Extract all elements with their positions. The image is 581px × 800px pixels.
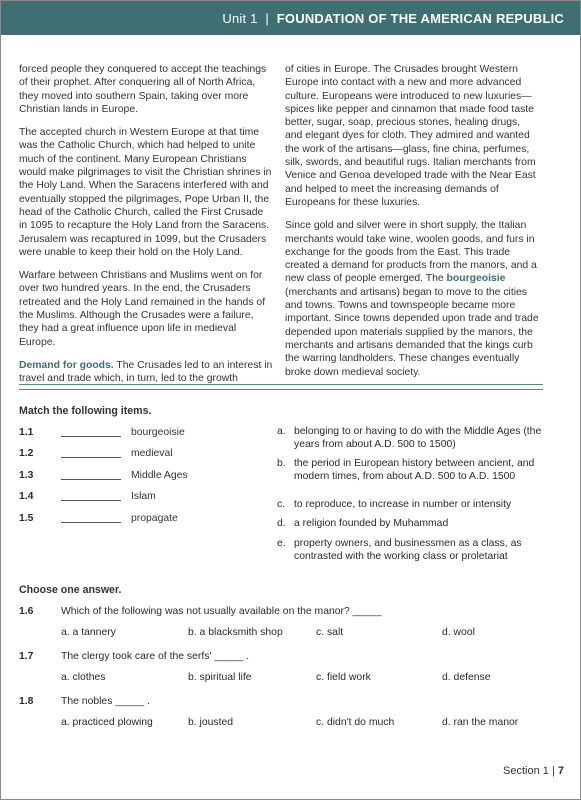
answer-blank[interactable] (61, 491, 121, 501)
match-option (277, 517, 547, 530)
answer-blank[interactable] (61, 448, 121, 458)
match-option (277, 425, 547, 451)
answer-blank[interactable] (61, 470, 121, 480)
section-label: Section 1 (503, 765, 549, 777)
choose-section-title: Choose one answer. (19, 584, 122, 596)
paragraph: of cities in Europe. The Crusades brought Western Europe into contact with a new and more advanced culture. Europeans were introduced to new luxuries—spices like pepper and cinnamon that made food taste better, sugar, soap, precious stones, healing drugs, and elegant dyes for cloth. They admired and wanted the work of the artisans—glass, fine china, perfumes, silk, swords, and beautiful rugs. Italian merchants from Venice and Genoa developed trade with the Near East and helped to meet the increasing demands of Europeans for these luxuries. (285, 64, 536, 208)
section-divider (19, 384, 543, 385)
item-number: 1.1 (19, 427, 34, 438)
paragraph: Warfare between Christians and Muslims went on for over two hundred years. In the end, the Crusaders retreated and the Holy Land remained in the hands of the Muslims. Although the Crusades were a failure, they had a great influence upon life in medieval Europe. (19, 270, 266, 348)
match-term: bourgeoisie (131, 427, 185, 438)
subheading-demand-for-goods: Demand for goods. (19, 359, 114, 371)
answer-choice[interactable]: c. salt (316, 627, 344, 638)
question-number: 1.6 (19, 606, 34, 617)
option-letter: a. (277, 426, 286, 437)
answer-choice[interactable]: a. practiced plowing (61, 717, 153, 728)
option-letter: d. (277, 518, 286, 529)
paragraph-text: Since gold and silver were in short supply, the Italian merchants would take wine, woolen goods, and furs in exchange for the goods from the East. This trade created a demand for products from the manors, and a new class of people emerged. The (285, 220, 537, 285)
option-text: the period in European history between ancient, and modern times, from about A.D. 500 to A.D. 1500 (294, 458, 535, 482)
paragraph-text: The Crusades led to an interest in travel and trade which, in turn, led to the growth (19, 359, 273, 385)
unit-header (222, 11, 564, 26)
option-text: belonging to or having to do with the Middle Ages (the years from about A.D. 500 to 1500) (294, 426, 542, 450)
answer-blank[interactable] (61, 513, 121, 523)
section-divider (19, 389, 543, 390)
answer-choice[interactable]: d. ran the manor (442, 717, 519, 728)
unit-label: Unit 1 (222, 11, 258, 26)
item-number: 1.4 (19, 491, 34, 502)
question-number: 1.8 (19, 696, 34, 707)
answer-choice[interactable]: c. didn't do much (316, 717, 395, 728)
answer-choice[interactable]: d. wool (442, 627, 475, 638)
option-text: a religion founded by Muhammad (294, 518, 449, 529)
unit-header-bar (1, 1, 580, 35)
answer-choice[interactable]: d. defense (442, 672, 491, 683)
answer-choice[interactable]: b. a blacksmith shop (188, 627, 283, 638)
option-letter: c. (277, 499, 286, 510)
question-text: The clergy took care of the serfs' _____ . (61, 651, 249, 662)
footer-separator: | (551, 765, 555, 777)
right-text-column (285, 63, 539, 389)
paragraph: The accepted church in Western Europe at that time was the Catholic Church, which had helped to unite much of the continent. Many European Christians would make pilgrimages to visit the Christian shrines in the Holy Land. When the Saracens interfered with and eventually stopped the pilgrimages, Pope Urban II, the head of the Catholic Church, called the First Crusade in 1095 to recapture the Holy Land from the Saracens. Jerusalem was recaptured in 1099, but the Crusaders were unable to keep their hold on the Holy Land. (19, 127, 272, 258)
item-number: 1.3 (19, 470, 34, 481)
item-number: 1.2 (19, 448, 34, 459)
answer-choice[interactable]: b. spiritual life (188, 672, 252, 683)
option-text: property owners, and businessmen as a class, as contrasted with the working class or proletariat (294, 538, 522, 562)
answer-blank[interactable] (61, 427, 121, 437)
match-section-title: Match the following items. (19, 405, 152, 417)
paragraph (285, 219, 539, 379)
answer-choice[interactable]: c. field work (316, 672, 371, 683)
match-item (19, 513, 178, 527)
paragraph (19, 359, 273, 386)
option-letter: b. (277, 458, 286, 469)
page-number: 7 (557, 765, 564, 777)
match-item (19, 448, 173, 462)
question-text: The nobles _____ . (61, 696, 150, 707)
header-separator: | (265, 11, 269, 26)
match-term: propagate (131, 513, 178, 524)
answer-choice[interactable]: b. jousted (188, 717, 234, 728)
match-option (277, 498, 547, 511)
match-item (19, 491, 156, 505)
item-number: 1.5 (19, 513, 34, 524)
question-number: 1.7 (19, 651, 34, 662)
paragraph-text: (merchants and artisans) began to move to the cities and towns. Towns and townspeople became more important. Since towns depended upon trade and trade depended upon materials supplied by the manors, the merchants and artisans demanded that the kings curb the warring landholders. These changes eventually broke down medieval society. (285, 286, 539, 378)
match-item (19, 470, 188, 484)
vocab-term-bourgeoisie: bourgeoisie (446, 273, 506, 285)
question-text: Which of the following was not usually available on the manor? _____ (61, 606, 382, 617)
answer-choice[interactable]: a. a tannery (61, 627, 116, 638)
paragraph: forced people they conquered to accept the teachings of their prophet. After conquering all of North Africa, they moved into southern Spain, taking over more Christian lands in Europe. (19, 64, 267, 115)
match-term: medieval (131, 448, 173, 459)
match-option (277, 457, 547, 483)
match-term: Islam (131, 491, 156, 502)
left-text-column (19, 63, 273, 396)
option-letter: e. (277, 538, 286, 549)
unit-title: FOUNDATION OF THE AMERICAN REPUBLIC (276, 11, 564, 26)
match-term: Middle Ages (131, 470, 188, 481)
match-option (277, 537, 547, 563)
page-footer (503, 765, 564, 777)
match-item (19, 427, 185, 441)
answer-choice[interactable]: a. clothes (61, 672, 106, 683)
option-text: to reproduce, to increase in number or intensity (294, 499, 512, 510)
